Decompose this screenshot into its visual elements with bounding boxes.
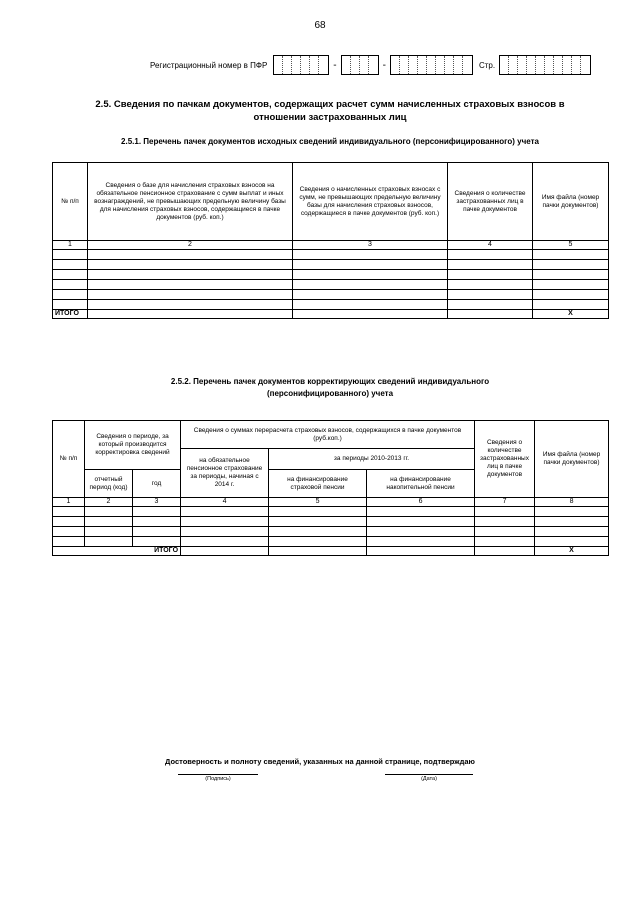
column-number: 1 <box>53 498 85 507</box>
subsection-2-title <box>100 376 560 400</box>
page-field[interactable] <box>499 55 591 75</box>
signature-line[interactable] <box>178 774 258 775</box>
table-row[interactable] <box>53 507 609 517</box>
header-cell: Сведения о количестве застрахованных лиц в пачке документов <box>475 421 535 498</box>
total-cell[interactable] <box>448 310 533 319</box>
corrective-batches-table <box>52 420 609 556</box>
column-number: 7 <box>475 498 535 507</box>
table-row[interactable] <box>53 517 609 527</box>
column-number: 3 <box>133 498 181 507</box>
table-row[interactable] <box>53 527 609 537</box>
table-row[interactable] <box>53 280 609 290</box>
source-batches-table <box>52 162 609 319</box>
column-number: 5 <box>533 241 609 250</box>
header-cell: год <box>133 470 181 498</box>
subsection-2-title-line-1: 2.5.2. Перечень пачек документов корректирующих сведений индивидуального <box>170 377 490 386</box>
header-cell: № п/п <box>53 421 85 498</box>
column-number: 6 <box>367 498 475 507</box>
column-number-row <box>53 241 609 250</box>
table-header-row <box>53 421 609 449</box>
column-number: 8 <box>535 498 609 507</box>
reg-number-part-3[interactable] <box>390 55 473 75</box>
section-title <box>70 98 590 124</box>
header-cell: № п/п <box>53 163 88 241</box>
section-title-line-1: 2.5. Сведения по пачкам документов, содержащих расчет сумм начисленных страховых взносов в <box>95 99 565 110</box>
table-row[interactable] <box>53 290 609 300</box>
page-number: 68 <box>314 20 326 31</box>
header-cell: Сведения о суммах перерасчета страховых взносов, содержащихся в пачке документов (руб.коп.) <box>181 421 475 449</box>
column-number: 3 <box>293 241 448 250</box>
column-number: 5 <box>269 498 367 507</box>
header-cell: Сведения о начисленных страховых взносах с сумм, не превышающих предельную величину базы для начисления страховых взносов, содержащиеся в пачке документов (руб. коп.) <box>293 163 448 241</box>
header-cell: Имя файла (номер пачки документов) <box>535 421 609 498</box>
total-cell[interactable] <box>181 547 269 556</box>
total-label: ИТОГО <box>53 547 181 556</box>
column-number-row <box>53 498 609 507</box>
confirmation-text: Достоверность и полноту сведений, указанных на данной странице, подтверждаю <box>165 757 475 766</box>
total-row <box>53 547 609 556</box>
total-cell[interactable] <box>367 547 475 556</box>
table-row[interactable] <box>53 260 609 270</box>
reg-number-separator: - <box>382 59 386 71</box>
reg-number-part-2[interactable] <box>341 55 379 75</box>
header-cell: отчетный период (код) <box>85 470 133 498</box>
subsection-1-title: 2.5.1. Перечень пачек документов исходных сведений индивидуального (персонифицированного) учета <box>121 137 539 146</box>
total-cell[interactable] <box>269 547 367 556</box>
header-cell: на финансирование накопительной пенсии <box>367 470 475 498</box>
signature-label: (Подпись) <box>205 776 231 782</box>
column-number: 2 <box>85 498 133 507</box>
column-number: 4 <box>181 498 269 507</box>
section-title-line-2: отношении застрахованных лиц <box>253 112 407 123</box>
header-cell: Сведения о количестве застрахованных лиц в пачке документов <box>448 163 533 241</box>
table-row[interactable] <box>53 300 609 310</box>
table-header-row <box>53 163 609 241</box>
not-applicable-mark: Х <box>533 310 609 319</box>
column-number: 1 <box>53 241 88 250</box>
total-cell[interactable] <box>293 310 448 319</box>
date-line[interactable] <box>385 774 473 775</box>
header-cell: Сведения о базе для начисления страховых взносов на обязательное пенсионное страхование с сумм выплат и иных вознаграждений, не превышающих предельную величину базы для начисления страховых взносов, содержащиеся в пачке документов (руб. коп.) <box>88 163 293 241</box>
reg-number-part-1[interactable] <box>273 55 329 75</box>
table-row[interactable] <box>53 270 609 280</box>
column-number: 4 <box>448 241 533 250</box>
date-label: (Дата) <box>421 776 437 782</box>
total-label: ИТОГО <box>53 310 88 319</box>
registration-number-row <box>150 55 591 75</box>
not-applicable-mark: Х <box>535 547 609 556</box>
table-row[interactable] <box>53 250 609 260</box>
subsection-2-title-line-2: (персонифицированного) учета <box>266 389 394 398</box>
reg-number-separator: - <box>333 59 337 71</box>
header-cell: за периоды 2010-2013 гг. <box>269 449 475 470</box>
reg-number-label: Регистрационный номер в ПФР <box>150 60 268 70</box>
header-cell: на обязательное пенсионное страхование за периоды, начиная с 2014 г. <box>181 449 269 498</box>
column-number: 2 <box>88 241 293 250</box>
page-field-label: Стр. <box>478 60 496 70</box>
header-cell: Сведения о периоде, за который производится корректировка сведений <box>85 421 181 470</box>
table-row[interactable] <box>53 537 609 547</box>
total-cell[interactable] <box>475 547 535 556</box>
header-cell: Имя файла (номер пачки документов) <box>533 163 609 241</box>
total-cell[interactable] <box>88 310 293 319</box>
total-row <box>53 310 609 319</box>
header-cell: на финансирование страховой пенсии <box>269 470 367 498</box>
